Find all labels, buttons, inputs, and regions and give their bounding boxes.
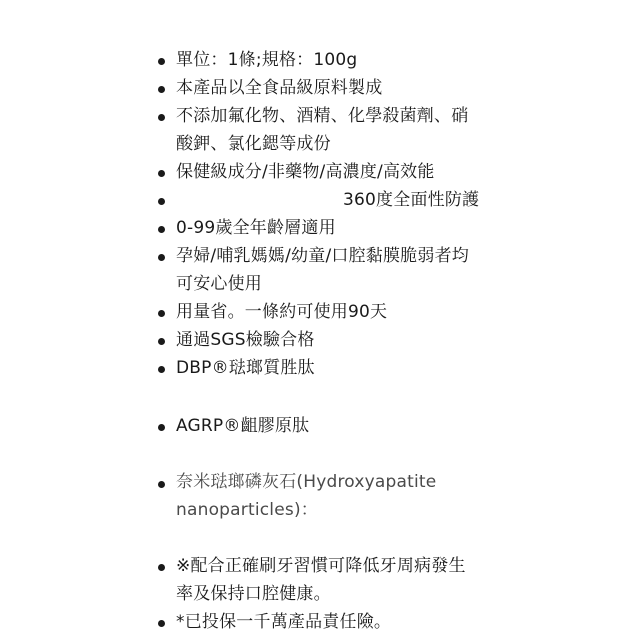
list-item-text: 酸鉀、氯化鍶等成份: [176, 134, 331, 154]
bullet-icon: [158, 564, 165, 571]
bullet-icon: [158, 114, 165, 121]
list-item-text: 不添加氟化物、酒精、化學殺菌劑、硝: [176, 106, 469, 126]
list-item-text: 率及保持口腔健康。: [176, 584, 331, 604]
list-item-text: AGRP®齟膠原肽: [176, 416, 310, 436]
list-item-text: nanoparticles)：: [176, 500, 318, 520]
list-item-text: 360度全面性防護: [343, 190, 480, 210]
list-item-text: 本產品以全食品級原料製成: [176, 78, 383, 98]
list-item-text: DBP®琺瑯質胜肽: [176, 358, 315, 378]
bullet-icon: [158, 254, 165, 261]
bullet-icon: [158, 424, 165, 431]
list-item-text: 奈米琺瑯磷灰石(Hydroxyapatite: [176, 472, 437, 492]
bullet-icon: [158, 170, 165, 177]
bullet-icon: [158, 310, 165, 317]
bullet-icon: [158, 338, 165, 345]
bullet-icon: [158, 620, 165, 627]
list-item-text: 單位：1條;規格：100g: [176, 50, 358, 70]
bullet-icon: [158, 366, 165, 373]
bullet-icon: [158, 198, 165, 205]
list-item-text: *已投保一千萬產品責任險。: [176, 612, 392, 632]
list-item-text: 保健級成分/非藥物/高濃度/高效能: [176, 162, 435, 182]
bullet-icon: [158, 481, 165, 488]
bullet-icon: [158, 58, 165, 65]
list-item-text: ※配合正確刷牙習慣可降低牙周病發生: [176, 556, 466, 576]
list-item-text: 可安心使用: [176, 274, 262, 294]
list-item-text: 0-99歲全年齡層適用: [176, 218, 336, 238]
list-item-text: 用量省。一條約可使用90天: [176, 302, 388, 322]
bullet-icon: [158, 86, 165, 93]
bullet-icon: [158, 226, 165, 233]
list-item-text: 通過SGS檢驗合格: [176, 330, 315, 350]
list-item-text: 孕婦/哺乳媽媽/幼童/口腔黏膜脆弱者均: [176, 246, 469, 266]
